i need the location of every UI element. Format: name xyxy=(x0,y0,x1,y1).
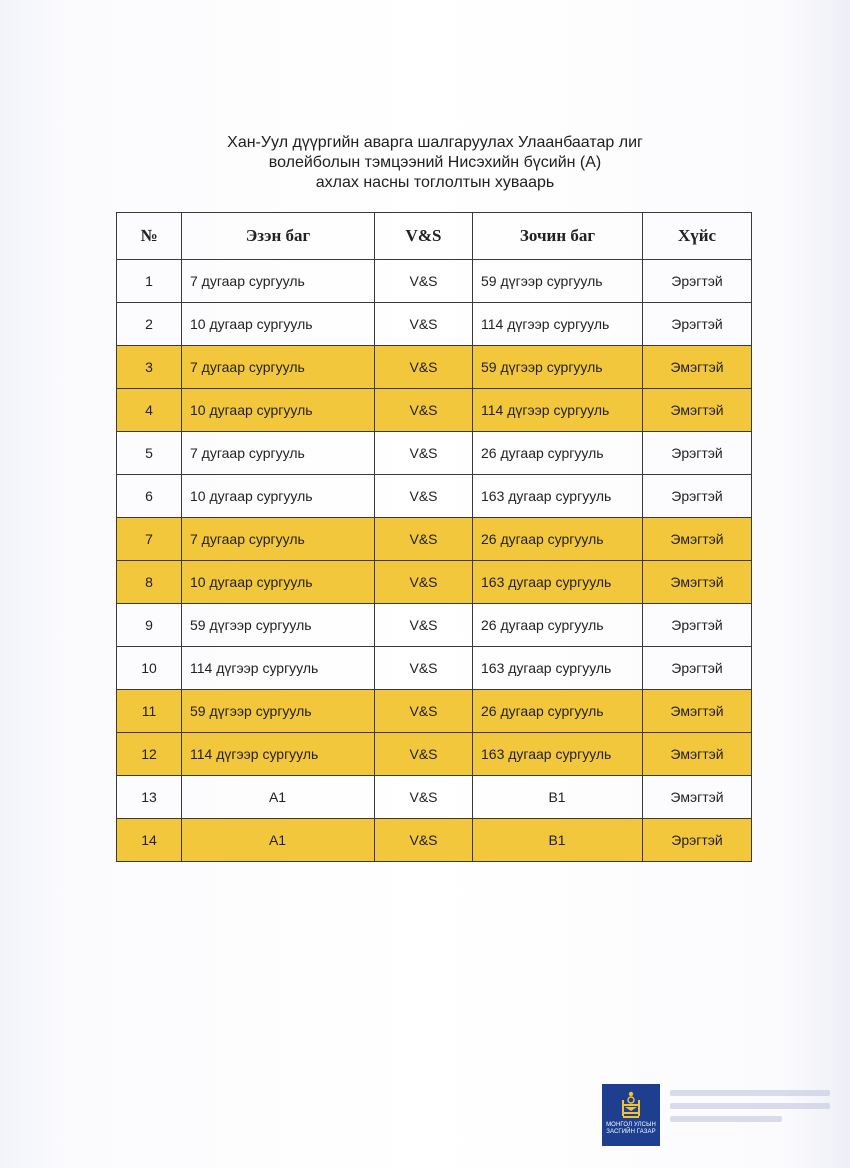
row-away-team: 26 дугаар сургууль xyxy=(473,604,643,647)
row-gender: Эмэгтэй xyxy=(643,518,752,561)
title-line-3: ахлах насны тоглолтын хуваарь xyxy=(315,174,555,191)
document-title xyxy=(120,133,750,193)
row-gender: Эрэгтэй xyxy=(643,260,752,303)
row-gender: Эмэгтэй xyxy=(643,776,752,819)
table-header-row xyxy=(117,213,752,260)
row-home-team: 114 дүгээр сургууль xyxy=(182,647,375,690)
emblem-caption xyxy=(606,1122,656,1136)
table-row xyxy=(117,776,752,819)
row-vs: V&S xyxy=(375,389,473,432)
row-away-team: 26 дугаар сургууль xyxy=(473,432,643,475)
row-num: 13 xyxy=(117,776,182,819)
row-vs: V&S xyxy=(375,303,473,346)
table-row xyxy=(117,303,752,346)
row-num: 1 xyxy=(117,260,182,303)
row-gender: Эмэгтэй xyxy=(643,733,752,776)
row-gender: Эрэгтэй xyxy=(643,604,752,647)
emblem-caption-line-2: ЗАСГИЙН ГАЗАР xyxy=(606,1129,656,1135)
row-num: 11 xyxy=(117,690,182,733)
row-vs: V&S xyxy=(375,432,473,475)
row-home-team: A1 xyxy=(182,819,375,862)
row-away-team: 59 дүгээр сургууль xyxy=(473,346,643,389)
row-num: 10 xyxy=(117,647,182,690)
row-away-team: 26 дугаар сургууль xyxy=(473,518,643,561)
emblem-caption-line-1: МОНГОЛ УЛСЫН xyxy=(606,1122,656,1128)
row-home-team: 7 дугаар сургууль xyxy=(182,432,375,475)
table-row-highlighted xyxy=(117,389,752,432)
row-gender: Эрэгтэй xyxy=(643,647,752,690)
table-row-highlighted xyxy=(117,690,752,733)
table-row-highlighted xyxy=(117,733,752,776)
row-vs: V&S xyxy=(375,475,473,518)
row-away-team: B1 xyxy=(473,776,643,819)
row-vs: V&S xyxy=(375,690,473,733)
row-num: 7 xyxy=(117,518,182,561)
row-gender: Эрэгтэй xyxy=(643,819,752,862)
row-num: 4 xyxy=(117,389,182,432)
stamp-faded-line xyxy=(670,1090,830,1096)
row-gender: Эмэгтэй xyxy=(643,561,752,604)
row-home-team: 7 дугаар сургууль xyxy=(182,260,375,303)
row-home-team: 59 дүгээр сургууль xyxy=(182,690,375,733)
table-row xyxy=(117,475,752,518)
row-home-team: A1 xyxy=(182,776,375,819)
title-line-2: волейболын тэмцээний Нисэхийн бүсийн (А) xyxy=(268,154,602,171)
header-away-team: Зочин баг xyxy=(473,213,643,260)
row-home-team: 7 дугаар сургууль xyxy=(182,346,375,389)
stamp-faded-line xyxy=(670,1116,782,1122)
soyombo-emblem-icon xyxy=(620,1090,642,1120)
table-row-highlighted xyxy=(117,561,752,604)
row-gender: Эрэгтэй xyxy=(643,432,752,475)
row-num: 3 xyxy=(117,346,182,389)
row-home-team: 10 дугаар сургууль xyxy=(182,561,375,604)
table-row xyxy=(117,647,752,690)
row-away-team: 163 дугаар сургууль xyxy=(473,561,643,604)
row-away-team: 59 дүгээр сургууль xyxy=(473,260,643,303)
row-away-team: 26 дугаар сургууль xyxy=(473,690,643,733)
row-vs: V&S xyxy=(375,561,473,604)
row-away-team: B1 xyxy=(473,819,643,862)
emblem-badge xyxy=(602,1084,660,1146)
row-away-team: 163 дугаар сургууль xyxy=(473,647,643,690)
government-stamp xyxy=(602,1084,832,1150)
row-num: 5 xyxy=(117,432,182,475)
stamp-faded-line xyxy=(670,1103,830,1109)
row-vs: V&S xyxy=(375,733,473,776)
row-home-team: 59 дүгээр сургууль xyxy=(182,604,375,647)
header-gender: Хүйс xyxy=(643,213,752,260)
row-home-team: 7 дугаар сургууль xyxy=(182,518,375,561)
row-home-team: 114 дүгээр сургууль xyxy=(182,733,375,776)
row-home-team: 10 дугаар сургууль xyxy=(182,303,375,346)
table-row xyxy=(117,432,752,475)
table-row-highlighted xyxy=(117,346,752,389)
row-gender: Эрэгтэй xyxy=(643,303,752,346)
row-away-team: 114 дүгээр сургууль xyxy=(473,389,643,432)
row-num: 8 xyxy=(117,561,182,604)
row-vs: V&S xyxy=(375,647,473,690)
header-vs: V&S xyxy=(375,213,473,260)
table-row-highlighted xyxy=(117,819,752,862)
row-home-team: 10 дугаар сургууль xyxy=(182,475,375,518)
row-vs: V&S xyxy=(375,776,473,819)
table-row xyxy=(117,604,752,647)
row-gender: Эмэгтэй xyxy=(643,346,752,389)
row-num: 9 xyxy=(117,604,182,647)
row-num: 6 xyxy=(117,475,182,518)
title-line-1: Хан-Уул дүүргийн аварга шалгаруулах Улаанбаатар лиг xyxy=(227,134,643,151)
row-vs: V&S xyxy=(375,604,473,647)
row-num: 14 xyxy=(117,819,182,862)
row-away-team: 114 дүгээр сургууль xyxy=(473,303,643,346)
header-num: № xyxy=(117,213,182,260)
table-row xyxy=(117,260,752,303)
row-gender: Эмэгтэй xyxy=(643,690,752,733)
row-gender: Эрэгтэй xyxy=(643,475,752,518)
row-vs: V&S xyxy=(375,260,473,303)
header-home-team: Эзэн баг xyxy=(182,213,375,260)
row-home-team: 10 дугаар сургууль xyxy=(182,389,375,432)
row-away-team: 163 дугаар сургууль xyxy=(473,475,643,518)
row-vs: V&S xyxy=(375,346,473,389)
row-num: 2 xyxy=(117,303,182,346)
row-vs: V&S xyxy=(375,819,473,862)
stamp-faded-lines xyxy=(670,1090,830,1129)
row-vs: V&S xyxy=(375,518,473,561)
table-row-highlighted xyxy=(117,518,752,561)
row-gender: Эмэгтэй xyxy=(643,389,752,432)
schedule-table xyxy=(116,212,752,862)
row-num: 12 xyxy=(117,733,182,776)
row-away-team: 163 дугаар сургууль xyxy=(473,733,643,776)
